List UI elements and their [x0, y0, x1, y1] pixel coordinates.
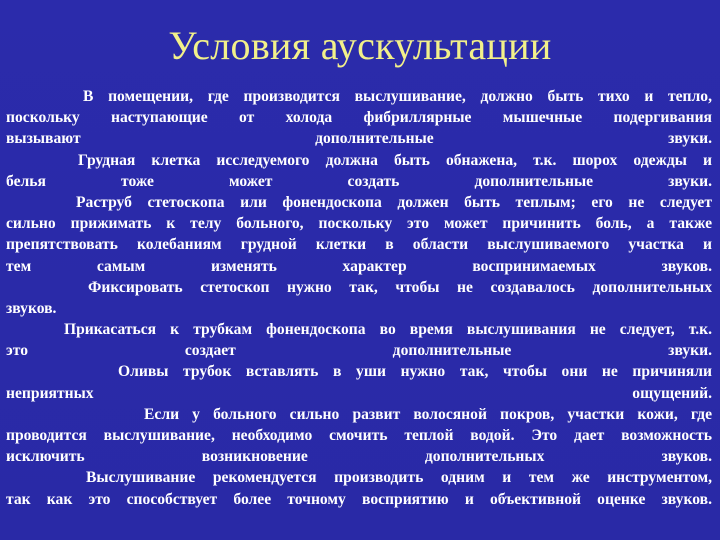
- text-line: белья тоже может создать дополнительные звуки.: [6, 172, 712, 190]
- text-line: Прикасаться к трубкам фонендоскопа во время выслушивания не следует, т.к.: [64, 321, 712, 339]
- text-line: Оливы трубок вставлять в уши нужно так, чтобы они не причиняли: [118, 363, 712, 381]
- text-line: тем самым изменять характер воспринимаемых звуков.: [6, 257, 712, 275]
- text-line: Грудная клетка исследуемого должна быть обнажена, т.к. шорох одежды и: [78, 151, 712, 169]
- text-line: проводится выслушивание, необходимо смочить теплой водой. Это дает возможность: [6, 427, 712, 444]
- slide-body-text: [6, 86, 712, 510]
- text-line: сильно прижимать к телу больного, поскольку это может причинить боль, а также: [6, 215, 712, 233]
- text-line: так как это способствует более точному восприятию и объективной оценке звуков.: [6, 490, 712, 508]
- text-line: вызывают дополнительные звуки.: [6, 130, 712, 148]
- text-line: звуков.: [6, 299, 57, 317]
- text-line: Если у больного сильно развит волосяной покров, участки кожи, где: [144, 405, 712, 423]
- text-line: В помещении, где производится выслушивание, должно быть тихо и тепло,: [83, 88, 712, 105]
- text-line: исключить возникновение дополнительных звуков.: [6, 448, 712, 466]
- text-line: Раструб стетоскопа или фонендоскопа должен быть теплым; его не следует: [76, 193, 712, 211]
- text-line: неприятных ощущений.: [6, 384, 712, 402]
- text-line: Фиксировать стетоскоп нужно так, чтобы не создавалось дополнительных: [88, 278, 712, 296]
- slide-title: Условия аускультации: [168, 23, 552, 68]
- text-line: это создает дополнительные звуки.: [6, 342, 712, 360]
- text-line: препятствовать колебаниям грудной клетки в области выслушиваемого участка и: [6, 236, 712, 254]
- text-line: поскольку наступающие от холода фибриллярные мышечные подергивания: [6, 109, 712, 127]
- text-line: Выслушивание рекомендуется производить одним и тем же инструментом,: [86, 469, 712, 487]
